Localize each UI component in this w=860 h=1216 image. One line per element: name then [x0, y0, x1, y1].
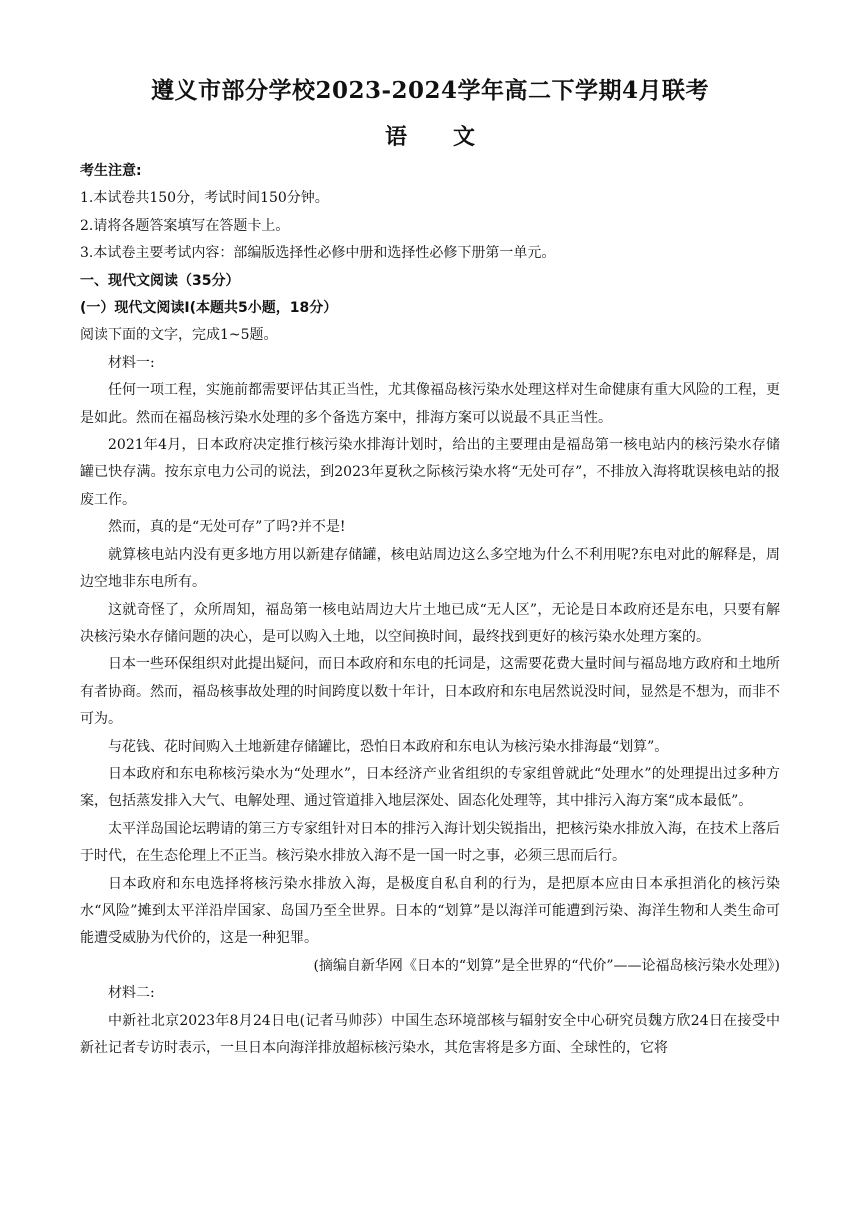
exam-body [80, 158, 780, 1062]
paragraph: 2021年4月，日本政府决定推行核污染水排海计划时，给出的主要理由是福岛第一核电站内的核污染水存储罐已快存满。按东京电力公司的说法，到2023年夏秋之际核污染水将“无处可存”，不排放入海将耽误核电站的报废工作。 [80, 437, 780, 508]
source-citation: (摘编自新华网《日本的“划算”是全世界的“代价”——论福岛核污染水处理》) [313, 957, 780, 974]
notice-item: 3.本试卷主要考试内容：部编版选择性必修中册和选择性必修下册第一单元。 [80, 245, 556, 262]
paragraph: 这就奇怪了，众所周知，福岛第一核电站周边大片土地已成“无人区”，无论是日本政府还是东电，只要有解决核污染水存储问题的决心，是可以购入土地，以空间换时间，最终找到更好的核污染水处理方案的。 [80, 601, 780, 645]
notice-item: 1.本试卷共150分，考试时间150分钟。 [80, 190, 329, 207]
paragraph: 任何一项工程，实施前都需要评估其正当性，尤其像福岛核污染水处理这样对生命健康有重大风险的工程，更是如此。然而在福岛核污染水处理的多个备选方案中，排海方案可以说最不具正当性。 [80, 382, 780, 426]
paragraph: 然而，真的是“无处可存”了吗?并不是! [108, 519, 346, 536]
paragraph: 就算核电站内没有更多地方用以新建存储罐，核电站周边这么多空地为什么不利用呢?东电对此的解释是，周边空地非东电所有。 [80, 546, 780, 591]
notice-heading: 考生注意: [80, 163, 142, 179]
subject-title: 语文 [384, 124, 521, 150]
material-label: 材料二: [108, 985, 155, 1002]
paragraph: 中新社北京2023年8月24日电(记者马帅莎）中国生态环境部核与辐射安全中心研究员魏方欣24日在接受中新社记者专访时表示，一旦日本向海洋排放超标核污染水，其危害将是多方面、全球性的，它将 [80, 1012, 780, 1056]
notice-item: 2.请将各题答案填写在答题卡上。 [80, 217, 290, 234]
material-label: 材料一: [108, 354, 155, 371]
section-title: 一、现代文阅读（35分） [80, 272, 240, 289]
paragraph: 日本政府和东电选择将核污染水排放入海，是极度自私自利的行为，是把原本应由日本承担消化的核污染水“风险”摊到太平洋沿岸国家、岛国乃至全世界。日本的“划算”是以海洋可能遭到污染、海洋生物和人类生命可能遭受威胁为代价的，这是一种犯罪。 [80, 875, 780, 947]
section-subtitle: (一）现代文阅读Ⅰ(本题共5小题，18分） [80, 300, 338, 317]
paragraph: 太平洋岛国论坛聘请的第三方专家组针对日本的排污入海计划尖锐指出，把核污染水排放入海，在技术上落后于时代，在生态伦理上不正当。核污染水排放入海不是一国一时之事，必须三思而后行。 [80, 820, 780, 865]
paragraph: 与花钱、花时间购入土地新建存储罐比，恐怕日本政府和东电认为核污染水排海最“划算”。 [108, 738, 669, 755]
paragraph: 日本一些环保组织对此提出疑问，而日本政府和东电的托词是，这需要花费大量时间与福岛地方政府和土地所有者协商。然而，福岛核事故处理的时间跨度以数十年计，日本政府和东电居然说没时间，显然是不想为，而非不可为。 [80, 656, 780, 728]
paragraph: 日本政府和东电称核污染水为“处理水”，日本经济产业省组织的专家组曾就此“处理水”的处理提出过多种方案，包括蒸发排入大气、电解处理、通过管道排入地层深处、固态化处理等，其中排污入海方案“成本最低”。 [80, 765, 780, 810]
section-instruction: 阅读下面的文字，完成1~5题。 [80, 327, 278, 344]
exam-title: 遵义市部分学校2023-2024学年高二下学期4月联考 [150, 77, 710, 104]
